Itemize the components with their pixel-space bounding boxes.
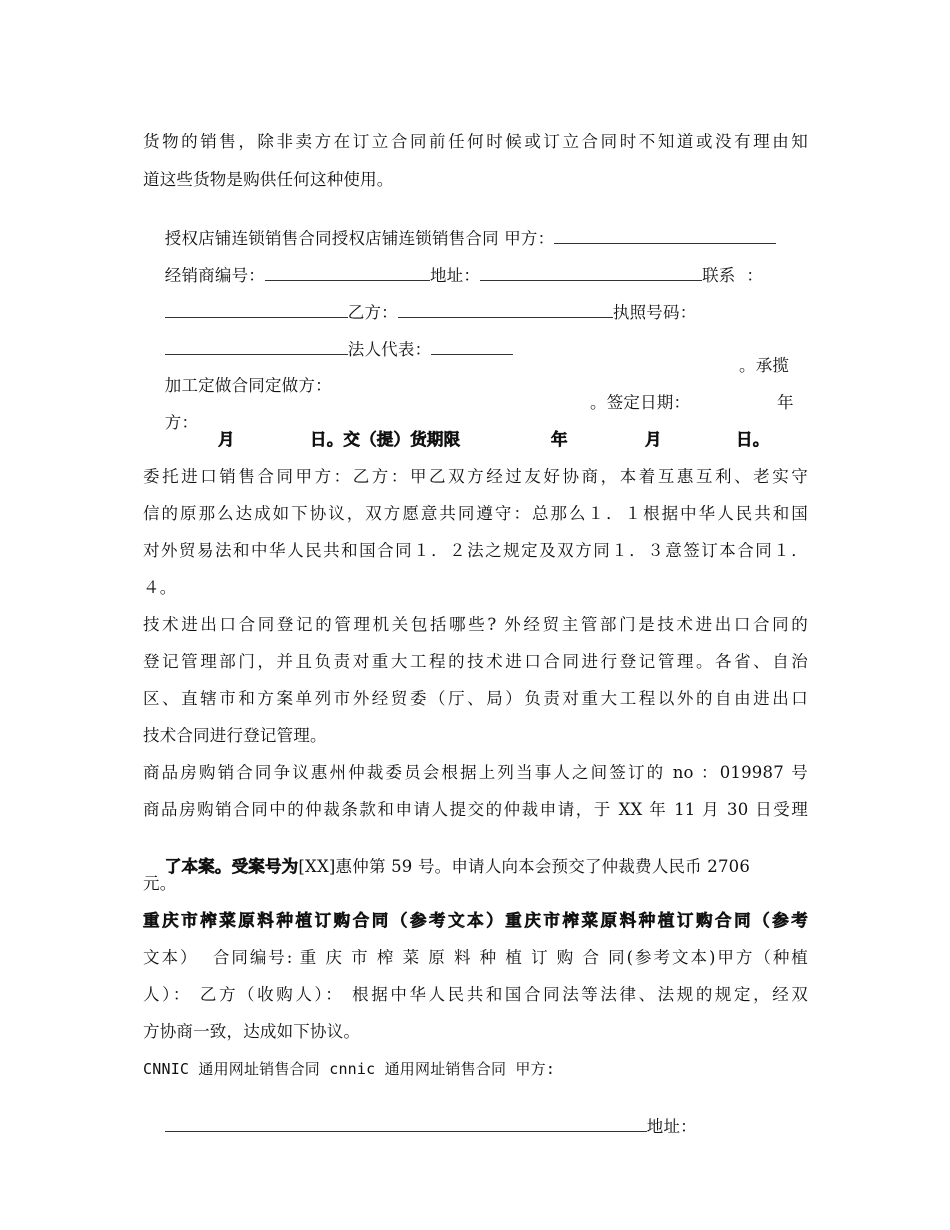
paragraph-line: 对外贸易法和中华人民共和国合同１．２法之规定及双方同１．３意签订本合同１．	[143, 541, 808, 560]
license-blank	[165, 339, 348, 355]
delivery-term-label: 日。交（提）货期限	[310, 430, 461, 449]
contact-blank	[165, 302, 348, 318]
case-number-text: [XX]惠仲第 59 号。申请人向本会预交了仲裁费人民币 2706	[298, 857, 751, 876]
paragraph-line: 商品房购销合同中的仲裁条款和申请人提交的仲裁申请，于 XX 年 11 月 30 日受理	[143, 800, 808, 819]
dealer-number-label: 经销商编号：	[164, 266, 265, 285]
party-b-blank	[398, 302, 613, 318]
year-label-2: 年	[551, 430, 568, 449]
legal-rep-label: 法人代表：	[347, 340, 432, 359]
legal-rep-blank	[431, 339, 513, 355]
address-blank	[480, 265, 702, 281]
sign-date-label: 。签定日期：	[590, 393, 691, 412]
case-accepted-text: 了本案。受案号为	[164, 857, 299, 876]
paragraph-line: 区、直辖市和方案单列市外经贸委（厅、局）负责对重大工程以外的自由进出口	[143, 689, 808, 708]
day-label-2: 日。	[736, 430, 770, 449]
paragraph-line: 信的原那么达成如下协议，双方愿意共同遵守：总那么１．１根据中华人民共和国	[143, 504, 808, 523]
paragraph-line: 元。	[143, 874, 177, 893]
paragraph-line: 方协商一致，达成如下协议。	[143, 1022, 361, 1041]
paragraph-line: 登记管理部门，并且负责对重大工程的技术进口合同进行登记管理。各省、自治	[143, 652, 808, 671]
month-label: 月	[218, 430, 235, 449]
contractor-label: 。承揽	[739, 356, 790, 375]
paragraph-line: ４。	[143, 578, 177, 597]
paragraph-line: 技术进出口合同登记的管理机关包括哪些? 外经贸主管部门是技术进出口合同的	[143, 615, 808, 634]
paragraph-line: CNNIC 通用网址销售合同 cnnic 通用网址销售合同 甲方:	[143, 1060, 556, 1078]
contract-title-bold: 重庆市榨菜原料种植订购合同（参考文本）重庆市榨菜原料种植订购合同（参考	[143, 911, 808, 930]
address-line	[143, 1096, 808, 1157]
paragraph-line: 委托进口销售合同甲方：乙方：甲乙双方经过友好协商，本着互惠互利、老实守	[143, 467, 808, 486]
license-label: 执照号码：	[612, 303, 697, 322]
orderer-label: 加工定做合同定做方：	[164, 376, 332, 395]
contact-label: 联系 ：	[702, 266, 764, 285]
paragraph-line: 文本） 合同编号: 重 庆 市 榨 菜 原 料 种 植 订 购 合 同(参考文本)甲方（种植	[143, 948, 808, 967]
paragraph-line: 商品房购销合同争议惠州仲裁委员会根据上列当事人之间签订的 no ：019987 号	[143, 763, 808, 782]
paragraph-line: 技术合同进行登记管理。	[143, 726, 327, 745]
address-label-2: 地址：	[646, 1117, 697, 1136]
paragraph-line: 人）： 乙方（收购人）： 根据中华人民共和国合同法等法律、法规的规定，经双	[143, 985, 808, 1004]
party-b-label: 乙方：	[347, 303, 398, 322]
contract-title-text: 授权店铺连锁销售合同授权店铺连锁销售合同 甲方：	[164, 229, 555, 248]
party-label: 方：	[164, 413, 199, 432]
address-label: 地址：	[429, 266, 481, 285]
dealer-number-blank	[265, 265, 430, 281]
year-label: 年	[777, 393, 794, 412]
paragraph-line: 道这些货物是购供任何这种使用。	[143, 170, 394, 189]
party-a-blank	[554, 228, 776, 244]
party-a-name-blank	[165, 1116, 647, 1132]
month-label-2: 月	[645, 430, 662, 449]
paragraph-line: 货物的销售，除非卖方在订立合同前任何时候或订立合同时不知道或没有理由知	[143, 132, 808, 151]
